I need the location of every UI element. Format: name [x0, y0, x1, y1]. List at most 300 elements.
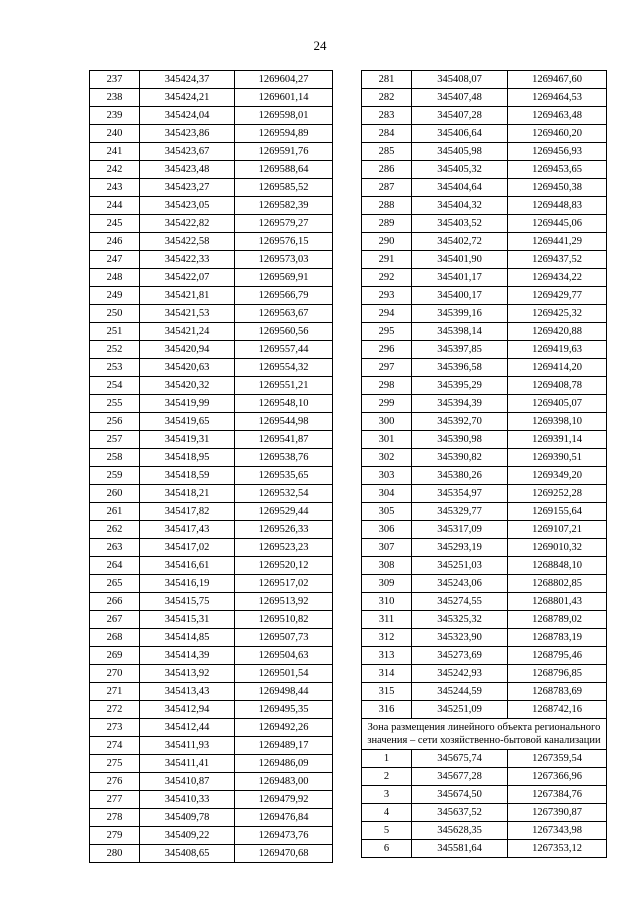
coordinate-y: 1269554,32	[235, 359, 333, 377]
table-row	[362, 449, 607, 467]
coordinate-y: 1269391,14	[508, 431, 607, 449]
coordinate-x: 345405,98	[412, 143, 508, 161]
coordinate-x: 345323,90	[412, 629, 508, 647]
coordinate-x: 345677,28	[412, 768, 508, 786]
coordinate-x: 345420,63	[140, 359, 235, 377]
coordinate-y: 1268802,85	[508, 575, 607, 593]
coordinate-x: 345404,64	[412, 179, 508, 197]
point-number: 288	[362, 197, 412, 215]
point-number: 275	[90, 755, 140, 773]
coordinate-x: 345424,21	[140, 89, 235, 107]
coordinate-y: 1268783,69	[508, 683, 607, 701]
coordinate-y: 1267343,98	[508, 822, 607, 840]
coordinate-y: 1269252,28	[508, 485, 607, 503]
point-number: 279	[90, 827, 140, 845]
coordinate-x: 345417,43	[140, 521, 235, 539]
table-row	[362, 629, 607, 647]
coordinate-y: 1269441,29	[508, 233, 607, 251]
coordinate-x: 345407,28	[412, 107, 508, 125]
table-row	[90, 539, 333, 557]
point-number: 259	[90, 467, 140, 485]
point-number: 257	[90, 431, 140, 449]
table-row	[362, 611, 607, 629]
table-row	[90, 89, 333, 107]
point-number: 278	[90, 809, 140, 827]
point-number: 307	[362, 539, 412, 557]
point-number: 254	[90, 377, 140, 395]
point-number: 6	[362, 840, 412, 858]
coordinate-y: 1269591,76	[235, 143, 333, 161]
coordinate-y: 1269529,44	[235, 503, 333, 521]
coordinate-x: 345325,32	[412, 611, 508, 629]
table-row	[90, 701, 333, 719]
coordinate-x: 345415,31	[140, 611, 235, 629]
table-row	[362, 701, 607, 719]
coordinate-x: 345418,21	[140, 485, 235, 503]
coordinate-x: 345244,59	[412, 683, 508, 701]
coordinate-x: 345418,59	[140, 467, 235, 485]
point-number: 246	[90, 233, 140, 251]
table-row	[362, 503, 607, 521]
coordinate-x: 345410,87	[140, 773, 235, 791]
coordinate-x: 345293,19	[412, 539, 508, 557]
point-number: 267	[90, 611, 140, 629]
coordinate-x: 345418,95	[140, 449, 235, 467]
table-row	[362, 822, 607, 840]
coordinate-y: 1269349,20	[508, 467, 607, 485]
coordinate-y: 1269425,32	[508, 305, 607, 323]
coordinate-y: 1269604,27	[235, 71, 333, 89]
table-row	[90, 233, 333, 251]
coordinate-y: 1269498,44	[235, 683, 333, 701]
coordinates-table-left	[89, 70, 333, 863]
coordinate-y: 1268848,10	[508, 557, 607, 575]
table-row	[90, 719, 333, 737]
table-row	[362, 768, 607, 786]
table-row	[362, 359, 607, 377]
point-number: 242	[90, 161, 140, 179]
coordinate-y: 1269585,52	[235, 179, 333, 197]
coordinate-x: 345404,32	[412, 197, 508, 215]
coordinate-y: 1269414,20	[508, 359, 607, 377]
point-number: 309	[362, 575, 412, 593]
coordinate-x: 345405,32	[412, 161, 508, 179]
coordinate-x: 345423,86	[140, 125, 235, 143]
coordinate-x: 345398,14	[412, 323, 508, 341]
coordinate-x: 345317,09	[412, 521, 508, 539]
point-number: 255	[90, 395, 140, 413]
table-row	[90, 305, 333, 323]
coordinate-y: 1267359,54	[508, 750, 607, 768]
coordinate-y: 1269420,88	[508, 323, 607, 341]
table-row	[362, 647, 607, 665]
coordinate-x: 345637,52	[412, 804, 508, 822]
point-number: 244	[90, 197, 140, 215]
coordinate-y: 1269460,20	[508, 125, 607, 143]
coordinate-y: 1267353,12	[508, 840, 607, 858]
coordinate-x: 345416,19	[140, 575, 235, 593]
table-row	[362, 269, 607, 287]
coordinate-x: 345408,65	[140, 845, 235, 863]
point-number: 295	[362, 323, 412, 341]
coordinate-x: 345329,77	[412, 503, 508, 521]
coordinate-y: 1269155,64	[508, 503, 607, 521]
table-row	[90, 179, 333, 197]
coordinate-x: 345273,69	[412, 647, 508, 665]
coordinate-x: 345423,67	[140, 143, 235, 161]
table-row	[362, 557, 607, 575]
table-row	[90, 215, 333, 233]
coordinate-x: 345419,65	[140, 413, 235, 431]
coordinate-x: 345423,27	[140, 179, 235, 197]
point-number: 239	[90, 107, 140, 125]
point-number: 303	[362, 467, 412, 485]
table-row	[362, 804, 607, 822]
coordinate-x: 345674,50	[412, 786, 508, 804]
point-number: 271	[90, 683, 140, 701]
coordinate-x: 345394,39	[412, 395, 508, 413]
coordinate-x: 345416,61	[140, 557, 235, 575]
table-row	[362, 341, 607, 359]
table-row	[90, 377, 333, 395]
table-row	[362, 786, 607, 804]
table-row	[362, 575, 607, 593]
coordinate-y: 1269429,77	[508, 287, 607, 305]
table-row	[90, 611, 333, 629]
point-number: 293	[362, 287, 412, 305]
table-row	[90, 251, 333, 269]
coordinate-y: 1269579,27	[235, 215, 333, 233]
point-number: 290	[362, 233, 412, 251]
coordinate-y: 1269405,07	[508, 395, 607, 413]
table-row	[90, 755, 333, 773]
table-row	[90, 809, 333, 827]
coordinate-x: 345414,39	[140, 647, 235, 665]
table-row	[90, 269, 333, 287]
coordinate-x: 345423,05	[140, 197, 235, 215]
table-row	[362, 395, 607, 413]
coordinate-x: 345421,53	[140, 305, 235, 323]
point-number: 283	[362, 107, 412, 125]
point-number: 261	[90, 503, 140, 521]
coordinate-y: 1269551,21	[235, 377, 333, 395]
point-number: 3	[362, 786, 412, 804]
point-number: 289	[362, 215, 412, 233]
coordinate-y: 1267384,76	[508, 786, 607, 804]
point-number: 5	[362, 822, 412, 840]
coordinate-x: 345412,44	[140, 719, 235, 737]
coordinate-x: 345422,07	[140, 269, 235, 287]
point-number: 292	[362, 269, 412, 287]
table-row	[90, 161, 333, 179]
coordinate-y: 1269538,76	[235, 449, 333, 467]
coordinate-x: 345403,52	[412, 215, 508, 233]
coordinate-y: 1269504,63	[235, 647, 333, 665]
point-number: 294	[362, 305, 412, 323]
point-number: 284	[362, 125, 412, 143]
table-row	[362, 521, 607, 539]
coordinate-x: 345396,58	[412, 359, 508, 377]
point-number: 251	[90, 323, 140, 341]
coordinate-x: 345628,35	[412, 822, 508, 840]
point-number: 258	[90, 449, 140, 467]
coordinate-y: 1269501,54	[235, 665, 333, 683]
coordinate-x: 345251,03	[412, 557, 508, 575]
table-row	[90, 683, 333, 701]
coordinate-x: 345417,82	[140, 503, 235, 521]
point-number: 268	[90, 629, 140, 647]
coordinate-x: 345411,93	[140, 737, 235, 755]
table-row	[90, 125, 333, 143]
coordinate-y: 1269520,12	[235, 557, 333, 575]
coordinate-y: 1268801,43	[508, 593, 607, 611]
table-row	[90, 485, 333, 503]
point-number: 250	[90, 305, 140, 323]
table-row	[90, 845, 333, 863]
table-row	[362, 161, 607, 179]
table-row	[90, 359, 333, 377]
point-number: 273	[90, 719, 140, 737]
point-number: 315	[362, 683, 412, 701]
point-number: 287	[362, 179, 412, 197]
point-number: 277	[90, 791, 140, 809]
table-row	[362, 89, 607, 107]
point-number: 281	[362, 71, 412, 89]
point-number: 306	[362, 521, 412, 539]
coordinate-y: 1269513,92	[235, 593, 333, 611]
coordinate-y: 1269495,35	[235, 701, 333, 719]
table-row	[90, 647, 333, 665]
coordinate-x: 345409,22	[140, 827, 235, 845]
coordinate-y: 1269107,21	[508, 521, 607, 539]
point-number: 248	[90, 269, 140, 287]
coordinate-x: 345242,93	[412, 665, 508, 683]
point-number: 243	[90, 179, 140, 197]
point-number: 272	[90, 701, 140, 719]
coordinate-x: 345412,94	[140, 701, 235, 719]
coordinate-y: 1269450,38	[508, 179, 607, 197]
zone-heading: Зона размещения линейного объекта регионального значения – сети хозяйственно-бытовой канализации	[362, 719, 607, 750]
coordinate-y: 1269517,02	[235, 575, 333, 593]
coordinate-x: 345401,17	[412, 269, 508, 287]
coordinate-x: 345390,98	[412, 431, 508, 449]
point-number: 286	[362, 161, 412, 179]
zone-heading-row	[362, 719, 607, 750]
coordinate-y: 1269456,93	[508, 143, 607, 161]
coordinate-x: 345417,02	[140, 539, 235, 557]
table-row	[362, 840, 607, 858]
point-number: 247	[90, 251, 140, 269]
table-row	[362, 413, 607, 431]
table-row	[362, 683, 607, 701]
coordinate-x: 345675,74	[412, 750, 508, 768]
point-number: 296	[362, 341, 412, 359]
point-number: 264	[90, 557, 140, 575]
point-number: 308	[362, 557, 412, 575]
coordinate-y: 1269419,63	[508, 341, 607, 359]
table-row	[362, 71, 607, 89]
point-number: 299	[362, 395, 412, 413]
point-number: 265	[90, 575, 140, 593]
coordinate-y: 1267366,96	[508, 768, 607, 786]
point-number: 280	[90, 845, 140, 863]
coordinate-x: 345399,16	[412, 305, 508, 323]
table-row	[362, 593, 607, 611]
table-row	[362, 431, 607, 449]
table-row	[362, 125, 607, 143]
point-number: 291	[362, 251, 412, 269]
coordinate-y: 1269588,64	[235, 161, 333, 179]
coordinate-y: 1269541,87	[235, 431, 333, 449]
point-number: 249	[90, 287, 140, 305]
coordinate-x: 345406,64	[412, 125, 508, 143]
table-row	[90, 665, 333, 683]
coordinate-x: 345408,07	[412, 71, 508, 89]
point-number: 1	[362, 750, 412, 768]
coordinate-x: 345420,32	[140, 377, 235, 395]
table-row	[90, 413, 333, 431]
coordinate-y: 1269398,10	[508, 413, 607, 431]
table-row	[90, 323, 333, 341]
table-row	[362, 377, 607, 395]
point-number: 238	[90, 89, 140, 107]
point-number: 298	[362, 377, 412, 395]
point-number: 304	[362, 485, 412, 503]
table-row	[90, 341, 333, 359]
coordinate-x: 345419,99	[140, 395, 235, 413]
table-row	[90, 737, 333, 755]
point-number: 252	[90, 341, 140, 359]
point-number: 263	[90, 539, 140, 557]
coordinate-x: 345402,72	[412, 233, 508, 251]
coordinate-y: 1269507,73	[235, 629, 333, 647]
coordinate-y: 1269489,17	[235, 737, 333, 755]
table-row	[90, 143, 333, 161]
table-row	[362, 143, 607, 161]
table-row	[90, 107, 333, 125]
point-number: 270	[90, 665, 140, 683]
point-number: 305	[362, 503, 412, 521]
coordinates-table-right	[361, 70, 607, 858]
table-row	[90, 197, 333, 215]
point-number: 260	[90, 485, 140, 503]
point-number: 4	[362, 804, 412, 822]
coordinate-y: 1269576,15	[235, 233, 333, 251]
coordinate-x: 345407,48	[412, 89, 508, 107]
point-number: 285	[362, 143, 412, 161]
coordinate-y: 1269492,26	[235, 719, 333, 737]
table-row	[90, 827, 333, 845]
coordinate-x: 345401,90	[412, 251, 508, 269]
table-row	[90, 467, 333, 485]
point-number: 269	[90, 647, 140, 665]
coordinate-x: 345390,82	[412, 449, 508, 467]
coordinate-y: 1269535,65	[235, 467, 333, 485]
coordinate-y: 1269563,67	[235, 305, 333, 323]
coordinate-y: 1269532,54	[235, 485, 333, 503]
table-row	[90, 521, 333, 539]
coordinate-y: 1269526,33	[235, 521, 333, 539]
coordinate-y: 1269476,84	[235, 809, 333, 827]
point-number: 262	[90, 521, 140, 539]
coordinate-x: 345424,37	[140, 71, 235, 89]
page-number: 24	[313, 38, 327, 53]
coordinate-y: 1269453,65	[508, 161, 607, 179]
table-row	[90, 431, 333, 449]
table-row	[90, 773, 333, 791]
coordinate-y: 1269434,22	[508, 269, 607, 287]
coordinate-x: 345274,55	[412, 593, 508, 611]
coordinate-x: 345251,09	[412, 701, 508, 719]
coordinate-y: 1269573,03	[235, 251, 333, 269]
coordinate-y: 1269467,60	[508, 71, 607, 89]
coordinate-x: 345419,31	[140, 431, 235, 449]
coordinate-y: 1269408,78	[508, 377, 607, 395]
table-row	[90, 71, 333, 89]
table-row	[362, 323, 607, 341]
coordinate-x: 345400,17	[412, 287, 508, 305]
coordinate-x: 345421,24	[140, 323, 235, 341]
coordinate-y: 1268796,85	[508, 665, 607, 683]
coordinate-y: 1269598,01	[235, 107, 333, 125]
point-number: 274	[90, 737, 140, 755]
table-row	[362, 197, 607, 215]
table-row	[362, 215, 607, 233]
coordinate-y: 1269548,10	[235, 395, 333, 413]
coordinate-y: 1268789,02	[508, 611, 607, 629]
coordinate-y: 1269437,52	[508, 251, 607, 269]
point-number: 316	[362, 701, 412, 719]
coordinate-y: 1269544,98	[235, 413, 333, 431]
coordinate-x: 345422,82	[140, 215, 235, 233]
point-number: 2	[362, 768, 412, 786]
point-number: 276	[90, 773, 140, 791]
table-row	[90, 287, 333, 305]
coordinate-y: 1269010,32	[508, 539, 607, 557]
point-number: 310	[362, 593, 412, 611]
table-row	[362, 750, 607, 768]
table-row	[362, 107, 607, 125]
point-number: 282	[362, 89, 412, 107]
coordinate-x: 345395,29	[412, 377, 508, 395]
table-row	[90, 575, 333, 593]
coordinate-y: 1269464,53	[508, 89, 607, 107]
coordinate-x: 345380,26	[412, 467, 508, 485]
table-row	[90, 395, 333, 413]
coordinate-y: 1269463,48	[508, 107, 607, 125]
table-row	[90, 557, 333, 575]
coordinate-y: 1269486,09	[235, 755, 333, 773]
point-number: 301	[362, 431, 412, 449]
coordinate-y: 1269560,56	[235, 323, 333, 341]
coordinate-y: 1269594,89	[235, 125, 333, 143]
coordinate-y: 1269390,51	[508, 449, 607, 467]
coordinate-x: 345397,85	[412, 341, 508, 359]
coordinate-y: 1269601,14	[235, 89, 333, 107]
coordinate-x: 345422,58	[140, 233, 235, 251]
point-number: 313	[362, 647, 412, 665]
point-number: 300	[362, 413, 412, 431]
table-row	[90, 503, 333, 521]
coordinate-x: 345414,85	[140, 629, 235, 647]
point-number: 314	[362, 665, 412, 683]
coordinate-y: 1269566,79	[235, 287, 333, 305]
table-row	[362, 305, 607, 323]
table-row	[362, 665, 607, 683]
coordinate-y: 1269569,91	[235, 269, 333, 287]
coordinate-x: 345413,43	[140, 683, 235, 701]
coordinate-y: 1269470,68	[235, 845, 333, 863]
